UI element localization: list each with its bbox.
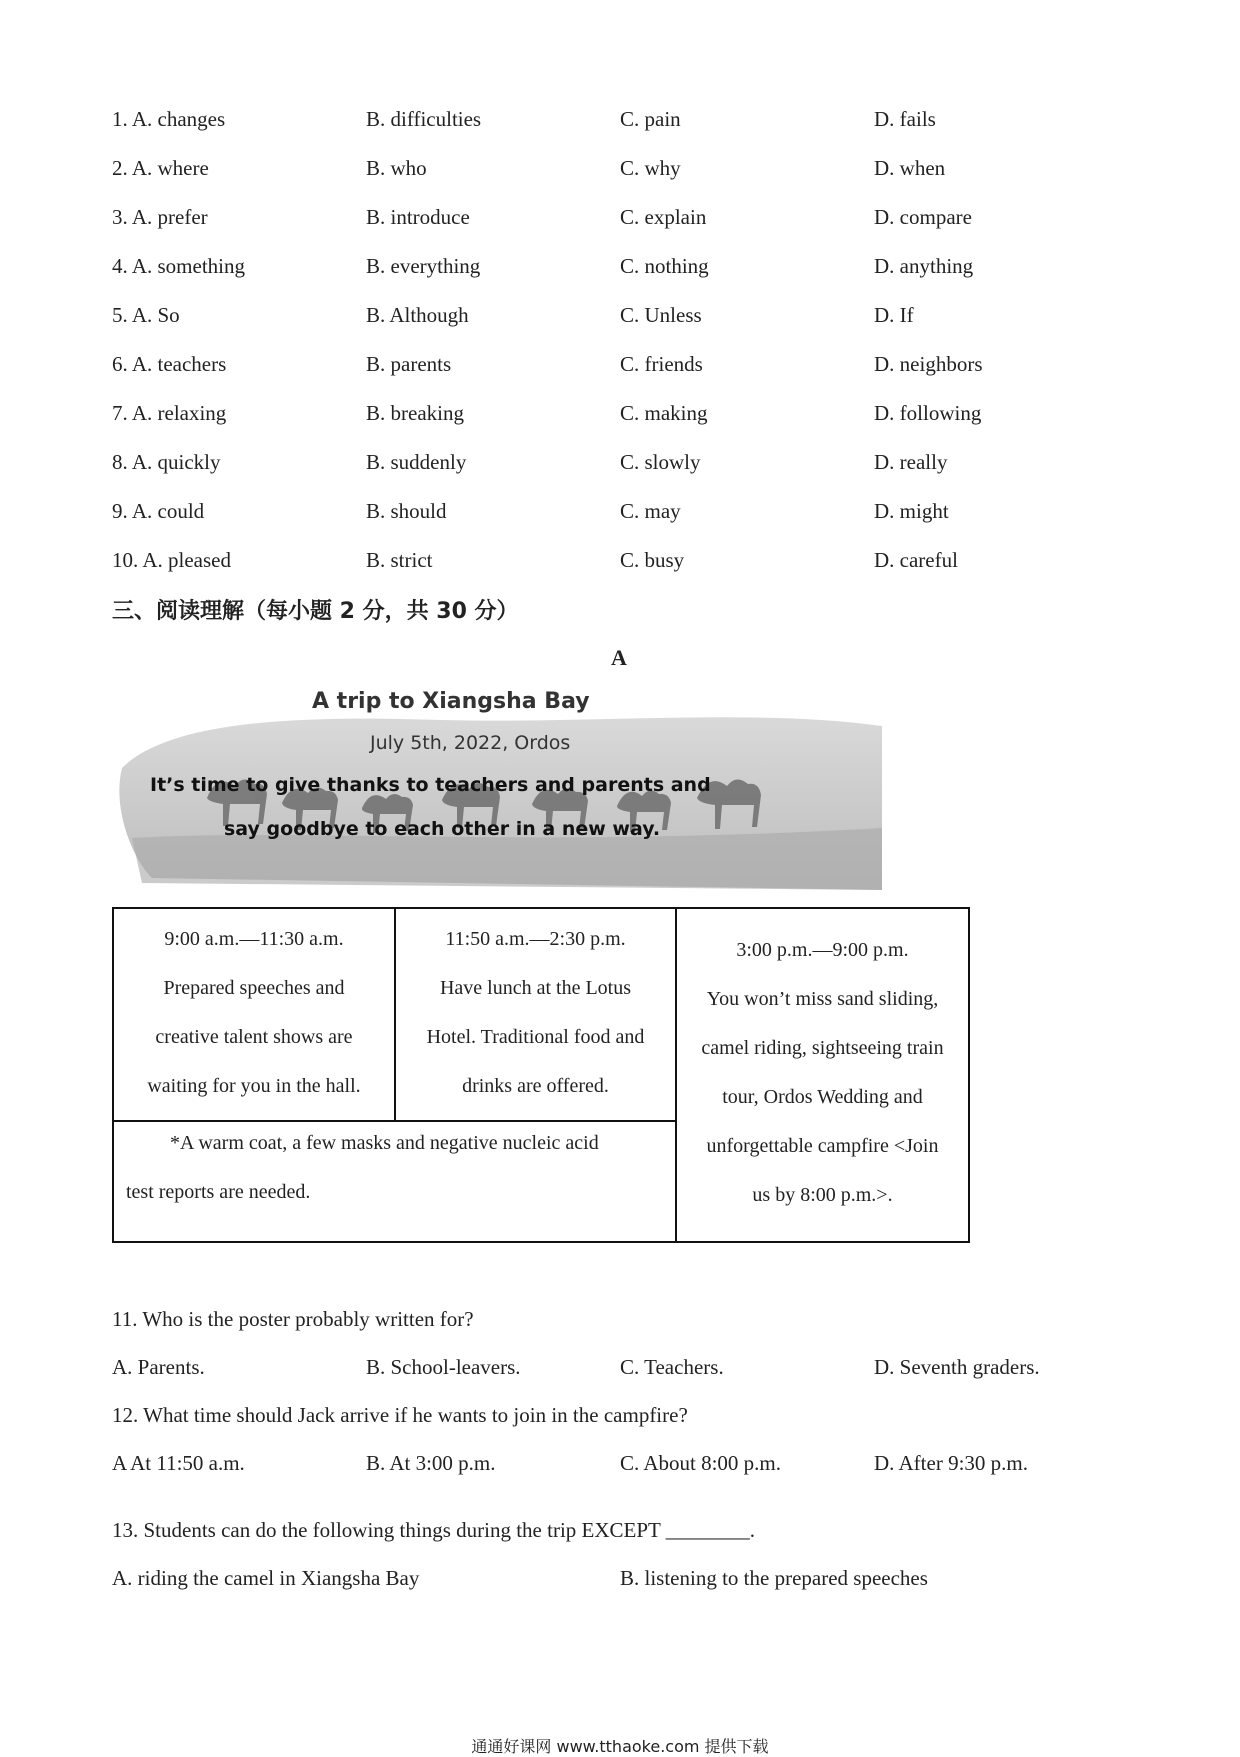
question-12-option-b: B. At 3:00 p.m. xyxy=(366,1451,496,1475)
poster-note-line-1: *A warm coat, a few masks and negative nucleic acid xyxy=(170,1132,599,1154)
cloze-1-c: C. pain xyxy=(620,107,681,131)
cloze-10-c: C. busy xyxy=(620,548,685,572)
cloze-7-c: C. making xyxy=(620,401,708,425)
cloze-4-b: B. everything xyxy=(366,254,481,278)
cloze-3-c: C. explain xyxy=(620,205,707,229)
banner-date: July 5th, 2022, Ordos xyxy=(370,732,571,754)
question-11: 11. Who is the poster probably written for? xyxy=(112,1307,474,1331)
session-afternoon-line: You won’t miss sand sliding, xyxy=(706,988,939,1010)
trip-banner xyxy=(112,678,882,890)
cloze-5-d: D. If xyxy=(874,303,914,327)
cloze-1-a: 1. A. changes xyxy=(112,107,226,131)
question-13-option-a: A. riding the camel in Xiangsha Bay xyxy=(112,1566,420,1590)
page-footer: 通通好课网 www.tthaoke.com 提供下载 xyxy=(471,1737,769,1756)
session-afternoon-line: camel riding, sightseeing train xyxy=(701,1037,944,1059)
session-lunch-time: 11:50 a.m.—2:30 p.m. xyxy=(445,928,626,950)
banner-line-2: say goodbye to each other in a new way. xyxy=(224,818,661,840)
cloze-3-a: 3. A. prefer xyxy=(112,205,208,229)
question-11-option-a: A. Parents. xyxy=(112,1355,205,1379)
cloze-5-a: 5. A. So xyxy=(112,303,180,327)
cloze-6-c: C. friends xyxy=(620,352,703,376)
question-13-option-b: B. listening to the prepared speeches xyxy=(620,1566,928,1590)
cloze-1-d: D. fails xyxy=(874,107,936,131)
question-11-option-d: D. Seventh graders. xyxy=(874,1355,1040,1379)
question-12: 12. What time should Jack arrive if he wants to join in the campfire? xyxy=(112,1403,688,1427)
session-afternoon-line: unforgettable campfire <Join xyxy=(706,1135,939,1157)
cloze-4-c: C. nothing xyxy=(620,254,709,278)
cloze-5-b: B. Although xyxy=(366,303,469,327)
session-lunch-line: drinks are offered. xyxy=(462,1075,609,1097)
cloze-6-b: B. parents xyxy=(366,352,452,376)
poster-note-line-2: test reports are needed. xyxy=(126,1181,311,1203)
session-lunch-line: Hotel. Traditional food and xyxy=(426,1026,645,1048)
session-afternoon-line: tour, Ordos Wedding and xyxy=(722,1086,923,1108)
cloze-9-b: B. should xyxy=(366,499,447,523)
cloze-4-d: D. anything xyxy=(874,254,974,278)
banner-title: A trip to Xiangsha Bay xyxy=(312,689,590,714)
session-afternoon-time: 3:00 p.m.—9:00 p.m. xyxy=(736,939,909,961)
cloze-10-a: 10. A. pleased xyxy=(112,548,231,572)
cloze-3-b: B. introduce xyxy=(366,205,470,229)
cloze-2-a: 2. A. where xyxy=(112,156,209,180)
session-lunch xyxy=(396,909,675,1111)
cloze-9-a: 9. A. could xyxy=(112,499,205,523)
session-morning-line: waiting for you in the hall. xyxy=(147,1075,361,1097)
part-label: A xyxy=(611,645,627,670)
schedule-poster xyxy=(112,907,970,1243)
question-11-option-b: B. School-leavers. xyxy=(366,1355,521,1379)
session-lunch-line: Have lunch at the Lotus xyxy=(439,977,632,999)
cloze-10-b: B. strict xyxy=(366,548,433,572)
cloze-10-d: D. careful xyxy=(874,548,958,572)
cloze-8-b: B. suddenly xyxy=(366,450,467,474)
cloze-8-a: 8. A. quickly xyxy=(112,450,221,474)
cloze-7-b: B. breaking xyxy=(366,401,464,425)
cloze-7-d: D. following xyxy=(874,401,982,425)
cloze-2-d: D. when xyxy=(874,156,946,180)
cloze-9-d: D. might xyxy=(874,499,949,523)
cloze-3-d: D. compare xyxy=(874,205,972,229)
question-11-option-c: C. Teachers. xyxy=(620,1355,724,1379)
cloze-1-b: B. difficulties xyxy=(366,107,482,131)
session-morning-line: creative talent shows are xyxy=(155,1026,353,1048)
cloze-9-c: C. may xyxy=(620,499,681,523)
question-12-option-c: C. About 8:00 p.m. xyxy=(620,1451,782,1475)
session-morning xyxy=(114,909,394,1111)
banner-line-1: It’s time to give thanks to teachers and parents and xyxy=(150,774,711,796)
cloze-2-c: C. why xyxy=(620,156,681,180)
cloze-7-a: 7. A. relaxing xyxy=(112,401,227,425)
question-12-option-a: A At 11:50 a.m. xyxy=(112,1451,245,1475)
cloze-6-a: 6. A. teachers xyxy=(112,352,227,376)
session-afternoon xyxy=(677,909,968,1220)
session-morning-line: Prepared speeches and xyxy=(163,977,345,999)
cloze-6-d: D. neighbors xyxy=(874,352,983,376)
session-afternoon-line: us by 8:00 p.m.>. xyxy=(752,1184,893,1206)
cloze-2-b: B. who xyxy=(366,156,427,180)
cloze-8-c: C. slowly xyxy=(620,450,701,474)
session-morning-time: 9:00 a.m.—11:30 a.m. xyxy=(164,928,344,950)
section-title: 三、阅读理解（每小题 2 分，共 30 分） xyxy=(112,599,519,624)
question-13: 13. Students can do the following things during the trip EXCEPT ________. xyxy=(112,1518,755,1542)
cloze-5-c: C. Unless xyxy=(620,303,702,327)
cloze-4-a: 4. A. something xyxy=(112,254,246,278)
cloze-8-d: D. really xyxy=(874,450,948,474)
question-12-option-d: D. After 9:30 p.m. xyxy=(874,1451,1028,1475)
